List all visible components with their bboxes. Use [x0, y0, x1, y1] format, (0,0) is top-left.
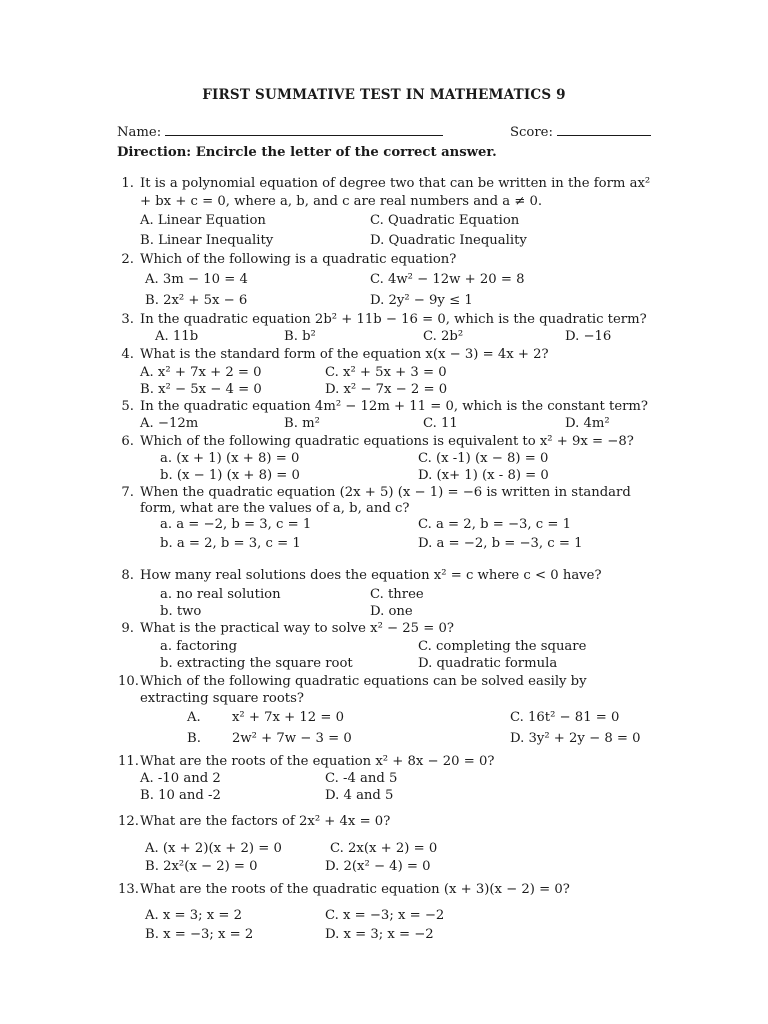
choice-b[interactable]: b. a = 2, b = 3, c = 1: [160, 536, 301, 551]
question-text: What are the roots of the quadratic equation (x + 3)(x − 2) = 0?: [140, 882, 570, 897]
question-text: extracting square roots?: [140, 691, 304, 706]
choice-a[interactable]: A.: [187, 710, 201, 725]
choice-b[interactable]: B. x = −3; x = 2: [145, 927, 254, 942]
choice-b[interactable]: b. two: [160, 604, 202, 619]
choice-b-equation[interactable]: 2w² + 7w − 3 = 0: [232, 731, 352, 746]
question-number: 1.: [121, 176, 134, 191]
question-text: Which of the following quadratic equations is equivalent to x² + 9x = −8?: [140, 434, 634, 449]
choice-d[interactable]: D. x = 3; x = −2: [325, 927, 434, 942]
question-number: 4.: [121, 347, 134, 362]
choice-c[interactable]: C. 4w² − 12w + 20 = 8: [370, 272, 525, 287]
choice-b[interactable]: B. b²: [284, 329, 316, 344]
page-title: FIRST SUMMATIVE TEST IN MATHEMATICS 9: [202, 87, 566, 103]
question-number: 8.: [121, 568, 134, 583]
choice-c[interactable]: C. x = −3; x = −2: [325, 908, 445, 923]
score-blank[interactable]: [557, 135, 651, 136]
choice-c[interactable]: C. (x -1) (x − 8) = 0: [418, 451, 549, 466]
question-text: What are the factors of 2x² + 4x = 0?: [140, 814, 391, 829]
choice-c[interactable]: C. 2b²: [423, 329, 464, 344]
choice-a[interactable]: A. (x + 2)(x + 2) = 0: [145, 841, 282, 856]
question-text: It is a polynomial equation of degree two that can be written in the form ax²: [140, 176, 651, 191]
choice-c[interactable]: C. Quadratic Equation: [370, 213, 520, 228]
choice-a[interactable]: a. factoring: [160, 639, 238, 654]
choice-a[interactable]: A. −12m: [140, 416, 199, 431]
choice-d[interactable]: D. (x+ 1) (x - 8) = 0: [418, 468, 549, 483]
question-text: Which of the following quadratic equations can be solved easily by: [140, 674, 587, 689]
question-number: 7.: [121, 485, 134, 500]
question-number: 11.: [118, 754, 139, 769]
name-field[interactable]: [117, 124, 443, 142]
question-text: Which of the following is a quadratic equation?: [140, 252, 457, 267]
choice-d[interactable]: D. 2y² − 9y ≤ 1: [370, 293, 473, 308]
choice-d[interactable]: D. 4m²: [565, 416, 610, 431]
choice-b[interactable]: B. x² − 5x − 4 = 0: [140, 382, 262, 397]
name-label: Name:: [117, 125, 162, 140]
choice-b[interactable]: B. Linear Inequality: [140, 233, 274, 248]
choice-a[interactable]: a. a = −2, b = 3, c = 1: [160, 517, 312, 532]
question-text: What is the standard form of the equation x(x − 3) = 4x + 2?: [140, 347, 549, 362]
choice-d[interactable]: D. Quadratic Inequality: [370, 233, 527, 248]
question-text: What are the roots of the equation x² + 8x − 20 = 0?: [140, 754, 495, 769]
choice-a[interactable]: A. 11b: [155, 329, 199, 344]
choice-b[interactable]: B.: [187, 731, 201, 746]
choice-a[interactable]: A. -10 and 2: [140, 771, 221, 786]
question-number: 2.: [121, 252, 134, 267]
choice-d[interactable]: D. 2(x² − 4) = 0: [325, 859, 431, 874]
choice-d[interactable]: D. one: [370, 604, 413, 619]
choice-a[interactable]: A. x = 3; x = 2: [145, 908, 243, 923]
choice-d[interactable]: D. x² − 7x − 2 = 0: [325, 382, 448, 397]
question-text: In the quadratic equation 2b² + 11b − 16 = 0, which is the quadratic term?: [140, 312, 647, 327]
score-label: Score:: [510, 125, 553, 140]
choice-d[interactable]: D. a = −2, b = −3, c = 1: [418, 536, 583, 551]
choice-a[interactable]: A. 3m − 10 = 4: [145, 272, 248, 287]
question-number: 6.: [121, 434, 134, 449]
choice-b[interactable]: B. 10 and -2: [140, 788, 221, 803]
choice-c[interactable]: C. 11: [423, 416, 458, 431]
score-field[interactable]: [510, 124, 651, 142]
question-text: How many real solutions does the equation x² = c where c < 0 have?: [140, 568, 602, 583]
question-number: 3.: [121, 312, 134, 327]
choice-b[interactable]: B. 2x² + 5x − 6: [145, 293, 248, 308]
choice-a[interactable]: a. (x + 1) (x + 8) = 0: [160, 451, 300, 466]
question-text: In the quadratic equation 4m² − 12m + 11 = 0, which is the constant term?: [140, 399, 649, 414]
choice-d[interactable]: D. 4 and 5: [325, 788, 394, 803]
choice-d[interactable]: D. −16: [565, 329, 612, 344]
question-number: 12.: [118, 814, 139, 829]
choice-a[interactable]: A. x² + 7x + 2 = 0: [140, 365, 262, 380]
question-number: 9.: [121, 621, 134, 636]
choice-b[interactable]: B. 2x²(x − 2) = 0: [145, 859, 258, 874]
choice-c[interactable]: C. 16t² − 81 = 0: [510, 710, 620, 725]
choice-a[interactable]: A. Linear Equation: [140, 213, 266, 228]
choice-c[interactable]: C. completing the square: [418, 639, 587, 654]
choice-c[interactable]: C. three: [370, 587, 424, 602]
choice-b[interactable]: b. extracting the square root: [160, 656, 353, 671]
choice-d[interactable]: D. 3y² + 2y − 8 = 0: [510, 731, 641, 746]
name-blank[interactable]: [165, 135, 443, 136]
direction-text: Direction: Encircle the letter of the correct answer.: [117, 145, 497, 160]
choice-c[interactable]: C. a = 2, b = −3, c = 1: [418, 517, 571, 532]
choice-b[interactable]: B. m²: [284, 416, 320, 431]
question-number: 13.: [118, 882, 139, 897]
choice-d[interactable]: D. quadratic formula: [418, 656, 558, 671]
choice-c[interactable]: C. -4 and 5: [325, 771, 398, 786]
question-text: + bx + c = 0, where a, b, and c are real numbers and a ≠ 0.: [140, 194, 543, 209]
question-text: When the quadratic equation (2x + 5) (x − 1) = −6 is written in standard: [140, 485, 631, 500]
question-number: 5.: [121, 399, 134, 414]
question-number: 10.: [118, 674, 139, 689]
choice-c[interactable]: C. x² + 5x + 3 = 0: [325, 365, 447, 380]
choice-b[interactable]: b. (x − 1) (x + 8) = 0: [160, 468, 300, 483]
choice-c[interactable]: C. 2x(x + 2) = 0: [330, 841, 438, 856]
choice-a[interactable]: a. no real solution: [160, 587, 281, 602]
question-text: form, what are the values of a, b, and c?: [140, 501, 410, 516]
question-text: What is the practical way to solve x² − 25 = 0?: [140, 621, 454, 636]
choice-a-equation[interactable]: x² + 7x + 12 = 0: [232, 710, 345, 725]
